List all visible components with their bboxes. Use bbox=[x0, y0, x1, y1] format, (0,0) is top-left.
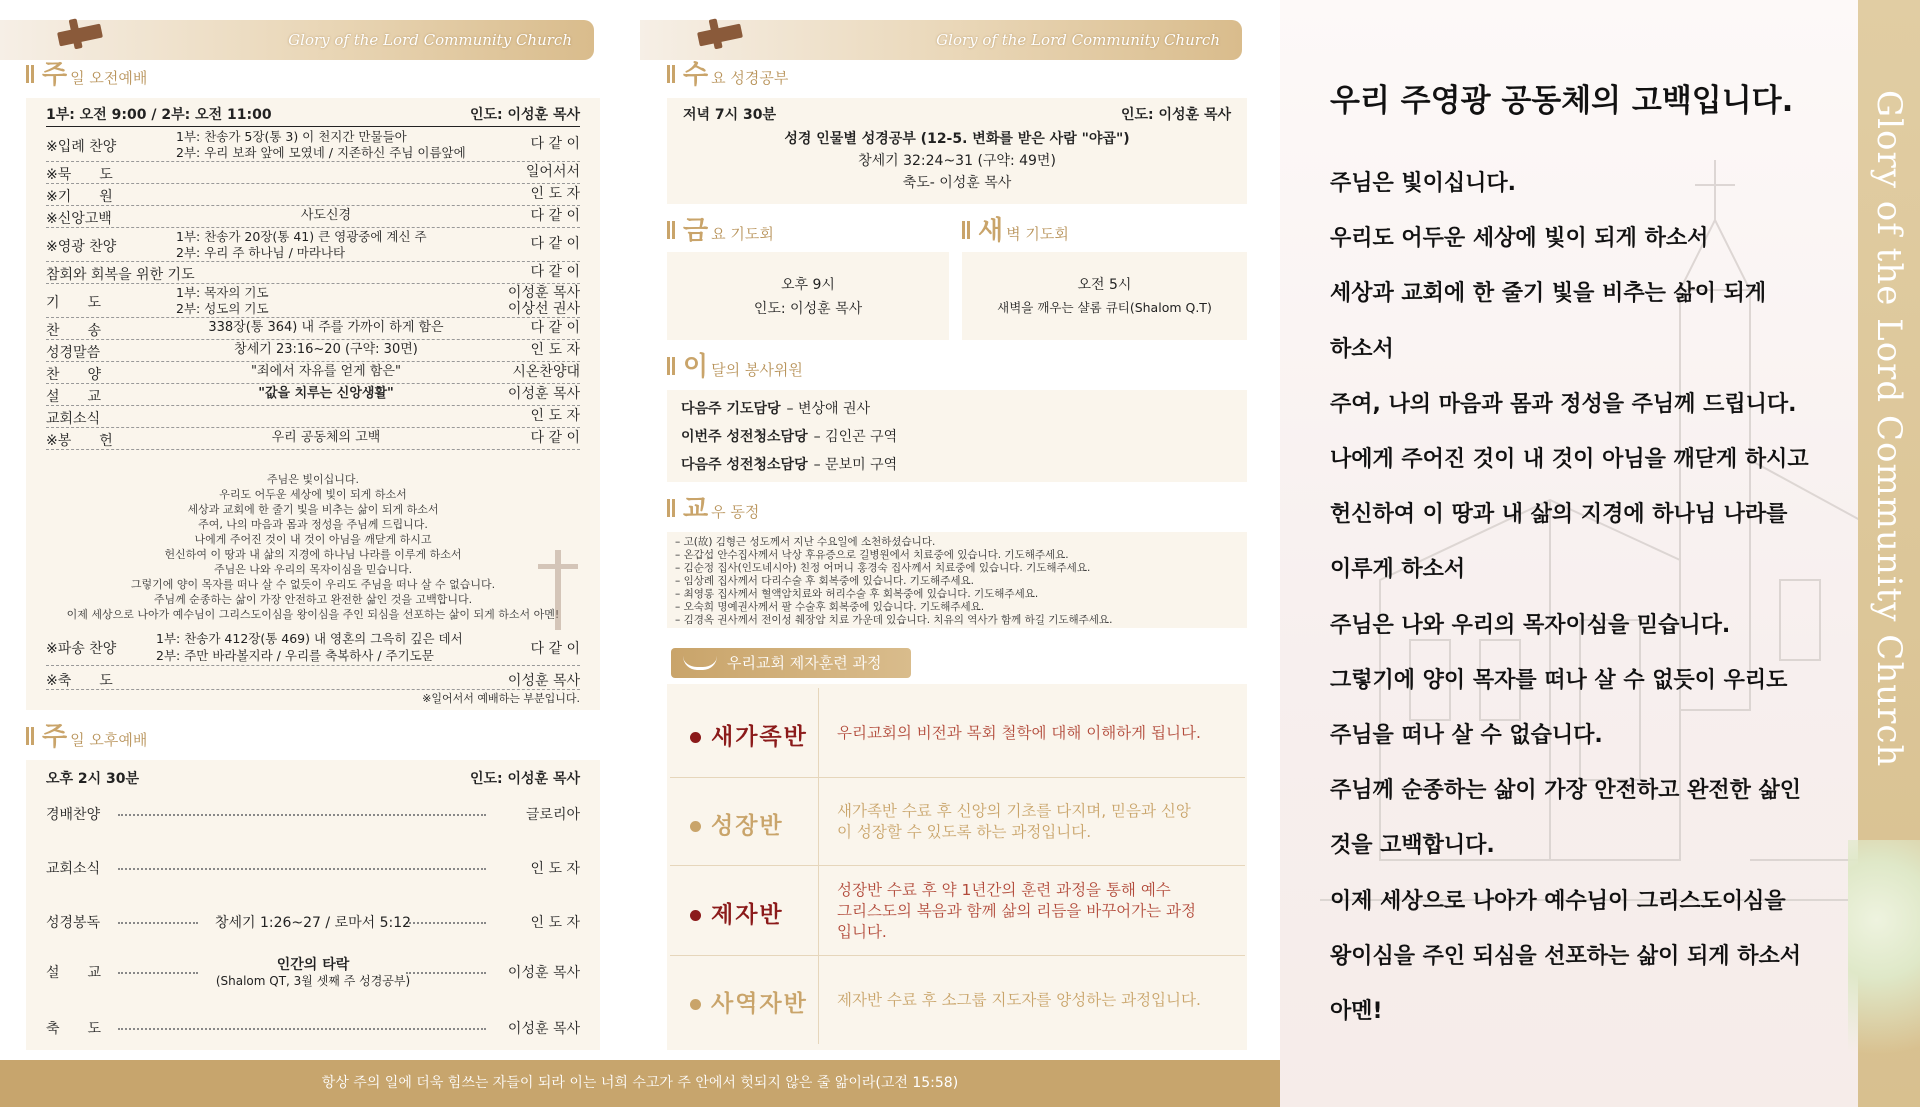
service-leader: 인도: 이성훈 목사 bbox=[1120, 107, 1231, 123]
footer-verse: 항상 주의 일에 더욱 힘쓰는 자들이 되라 이는 너희 수고가 주 안에서 헛되지 않은 줄 앎이라(고전 15:58) bbox=[321, 1075, 959, 1091]
item-who: 글로리아 bbox=[525, 807, 580, 823]
confession-line: 세상과 교회에 한 줄기 빛을 비추는 삶이 되게 bbox=[1330, 281, 1767, 307]
worship-item bbox=[46, 428, 580, 450]
item-content: 우리 공동체의 고백 bbox=[271, 430, 381, 445]
panel-sunday-services bbox=[0, 0, 640, 1060]
confession-small-line: 나에게 주어진 것이 내 것이 아님을 깨닫게 하시고 bbox=[194, 533, 432, 546]
item-label: 찬 송 bbox=[46, 323, 102, 339]
item-label: 교회소식 bbox=[46, 411, 101, 427]
item-content: "죄에서 자유를 얻게 함은" bbox=[251, 364, 401, 379]
volunteer-name: – 문보미 구역 bbox=[813, 457, 898, 473]
item-content: 사도신경 bbox=[300, 208, 352, 223]
header-banner-2 bbox=[640, 20, 1242, 60]
blessing-who: 이성훈 목사 bbox=[507, 673, 580, 689]
section-title-volunteers bbox=[667, 354, 803, 380]
confession-small-line: 주여, 나의 마음과 몸과 정성을 주님께 드립니다. bbox=[198, 518, 428, 531]
item-label: ※봉 헌 bbox=[46, 433, 113, 449]
confession-line: 헌신하여 이 땅과 내 삶의 지경에 하나님 나라를 bbox=[1330, 502, 1788, 528]
discipleship-row bbox=[670, 688, 1245, 778]
item-label: 교회소식 bbox=[46, 861, 101, 877]
item-label: 찬 양 bbox=[46, 367, 102, 383]
confession-line: 것을 고백합니다. bbox=[1330, 833, 1495, 859]
news-item: – 고(故) 김형근 성도께서 지난 수요일에 소천하셨습니다. bbox=[675, 536, 936, 548]
item-who: 이성훈 목사 이상선 권사 bbox=[507, 285, 580, 317]
banner-text: Glory of the Lord Community Church bbox=[288, 31, 572, 49]
item-who: 다 같 이 bbox=[530, 430, 580, 446]
course-name-wrap bbox=[690, 807, 784, 840]
item-middle-sub: (Shalom QT, 3월 셋째 주 성경공부) bbox=[215, 974, 411, 988]
boat-icon bbox=[683, 656, 717, 670]
service-time: 저녁 7시 30분 bbox=[683, 107, 777, 123]
item-who: 다 같 이 bbox=[530, 320, 580, 336]
head-small: 달의 봉사위원 bbox=[711, 361, 803, 379]
head-big: 주 bbox=[42, 60, 68, 90]
discipleship-title-tab bbox=[671, 648, 911, 678]
news-item: – 오숙희 명예권사께서 팔 수술후 회복중에 있습니다. 기도해주세요. bbox=[675, 601, 985, 613]
worship-item bbox=[46, 262, 580, 284]
confession-line: 나에게 주어진 것이 내 것이 아님을 깨닫게 하시고 bbox=[1330, 447, 1809, 472]
course-name: 새가족반 bbox=[711, 724, 808, 750]
worship-item bbox=[46, 206, 580, 228]
wednesday-box bbox=[667, 98, 1247, 204]
worship-item bbox=[46, 318, 580, 340]
discipleship-title: 우리교회 제자훈련 과정 bbox=[727, 654, 882, 672]
blessing-label: ※축 도 bbox=[46, 673, 113, 689]
section-title-sunday-morning bbox=[26, 62, 147, 88]
volunteer-row bbox=[681, 454, 897, 474]
item-who: 다 같 이 bbox=[530, 236, 580, 252]
confession-small-line: 세상과 교회에 한 줄기 빛을 비추는 삶이 되게 하소서 bbox=[187, 503, 439, 516]
course-name: 제자반 bbox=[711, 902, 784, 928]
item-label: 참회와 회복을 위한 기도 bbox=[46, 267, 195, 283]
item-label: 경배찬양 bbox=[46, 807, 101, 823]
course-name-wrap bbox=[690, 896, 784, 929]
afternoon-item bbox=[46, 1010, 580, 1044]
course-name: 사역자반 bbox=[711, 991, 808, 1017]
sending-who: 다 같 이 bbox=[530, 641, 580, 657]
volunteer-role: 다음주 기도담당 bbox=[681, 401, 781, 417]
course-desc: 우리교회의 비전과 목회 철학에 대해 이해하게 됩니다. bbox=[837, 723, 1201, 742]
head-small: 일 오후예배 bbox=[70, 731, 148, 749]
confession-small-line: 우리도 어두운 세상에 빛이 되게 하소서 bbox=[219, 488, 407, 501]
worship-item bbox=[46, 384, 580, 406]
sending-row bbox=[46, 628, 580, 666]
sending-content: 1부: 찬송가 412장(통 469) 내 영혼의 그윽히 깊은 데서 2부: 주만 바라볼지라 / 우리를 축복하사 / 주기도문 bbox=[156, 631, 463, 663]
course-desc: 새가족반 수료 후 신앙의 기초를 다지며, 믿음과 신앙 이 성장할 수 있도록 하는 과정입니다. bbox=[837, 802, 1191, 841]
bullet-icon bbox=[690, 999, 701, 1010]
worship-item bbox=[46, 184, 580, 206]
course-name-wrap bbox=[690, 985, 808, 1018]
confession-line: 이제 세상으로 나아가 예수님이 그리스도이심을 bbox=[1330, 888, 1786, 914]
course-name-wrap bbox=[690, 718, 808, 751]
item-content: 1부: 찬송가 20장(통 41) 큰 영광중에 계신 주 2부: 우리 주 하나님 / 마라나타 bbox=[176, 229, 427, 260]
discipleship-table bbox=[670, 688, 1245, 1048]
head-big: 새 bbox=[978, 216, 1004, 246]
section-title-sunday-afternoon bbox=[26, 724, 147, 750]
confession-line: 주님을 떠나 살 수 없습니다. bbox=[1330, 723, 1603, 748]
item-who: 이성훈 목사 bbox=[507, 1021, 580, 1037]
section-title-news bbox=[667, 496, 759, 522]
time-row bbox=[26, 104, 600, 124]
confession-line: 주님은 나와 우리의 목자이심을 믿습니다. bbox=[1330, 612, 1731, 638]
confession-line: 하소서 bbox=[1330, 336, 1394, 362]
sending-label: ※파송 찬양 bbox=[46, 641, 117, 657]
confession-small-line: 주님은 빛이십니다. bbox=[266, 473, 359, 486]
confession-small bbox=[46, 472, 580, 622]
blessing-row bbox=[46, 668, 580, 690]
worship-item bbox=[46, 362, 580, 384]
head-small: 요 성경공부 bbox=[711, 69, 789, 87]
item-who: 인 도 자 bbox=[530, 342, 580, 358]
worship-item bbox=[46, 128, 580, 162]
vertical-church-name: Glory of the Lord Community Church bbox=[1869, 90, 1909, 768]
worship-item bbox=[46, 162, 580, 184]
item-who: 일어서서 bbox=[525, 164, 580, 180]
item-who: 인 도 자 bbox=[530, 186, 580, 202]
item-who: 이성훈 목사 bbox=[507, 965, 580, 981]
friday-time: 오후 9시 bbox=[781, 277, 835, 293]
item-label: 기 도 bbox=[46, 295, 102, 311]
section-title-friday bbox=[667, 218, 774, 244]
afternoon-item bbox=[46, 796, 580, 830]
head-big: 수 bbox=[683, 60, 709, 90]
volunteers-box bbox=[667, 390, 1247, 482]
item-who: 다 같 이 bbox=[530, 208, 580, 224]
volunteer-row bbox=[681, 426, 897, 446]
item-content: 338장(통 364) 내 주를 가까이 하게 함은 bbox=[208, 320, 444, 335]
course-desc: 제자반 수료 후 소그룹 지도자를 양성하는 과정입니다. bbox=[837, 990, 1201, 1009]
cross-icon bbox=[57, 24, 103, 47]
bullet-icon bbox=[690, 910, 701, 921]
flower-decoration bbox=[1848, 840, 1920, 1107]
afternoon-item bbox=[46, 904, 580, 938]
discipleship-row bbox=[670, 956, 1245, 1044]
item-content: 창세기 23:16~20 (구약: 30면) bbox=[234, 342, 418, 357]
confession-line: 주님께 순종하는 삶이 가장 안전하고 완전한 삶인 bbox=[1330, 778, 1801, 804]
worship-item bbox=[46, 228, 580, 262]
item-label: 성경말씀 bbox=[46, 345, 101, 361]
item-label: 축 도 bbox=[46, 1021, 102, 1037]
confession-line: 주여, 나의 마음과 몸과 정성을 주님께 드립니다. bbox=[1330, 391, 1797, 417]
head-small: 벽 기도회 bbox=[1006, 225, 1069, 243]
item-who: 다 같 이 bbox=[530, 136, 580, 152]
volunteer-role: 다음주 성전청소담당 bbox=[681, 457, 808, 473]
service-time: 오후 2시 30분 bbox=[46, 771, 140, 787]
afternoon-item bbox=[46, 954, 580, 988]
head-small: 우 동정 bbox=[711, 503, 760, 521]
head-big: 이 bbox=[683, 352, 709, 382]
sunday-afternoon-box bbox=[26, 760, 600, 1050]
course-desc: 성장반 수료 후 약 1년간의 훈련 과정을 통해 예수 그리스도의 복음과 함께 삶의 리듬을 바꾸어가는 과정 입니다. bbox=[837, 880, 1196, 941]
bullet-icon bbox=[690, 732, 701, 743]
confession-line: 주님은 빛이십니다. bbox=[1330, 171, 1517, 196]
head-big: 주 bbox=[42, 722, 68, 752]
item-content: 1부: 목자의 기도 2부: 성도의 기도 bbox=[176, 285, 269, 316]
confession-line: 이루게 하소서 bbox=[1330, 557, 1466, 583]
news-box bbox=[667, 532, 1247, 628]
item-content: 1부: 찬송가 5장(통 3) 이 천지간 만물들아 2부: 우리 보좌 앞에 모였네 / 지존하신 주님 이름앞에 bbox=[176, 129, 466, 160]
news-item: – 김경옥 권사께서 전이성 췌장암 치료 가운데 있습니다. 치유의 역사가 함께 하길 기도해주세요. bbox=[675, 614, 1113, 626]
sunday-morning-box bbox=[26, 98, 600, 710]
confession-line: 우리도 어두운 세상에 빛이 되게 하소서 bbox=[1330, 226, 1709, 252]
study-passage: 창세기 32:24~31 (구약: 49면) bbox=[858, 153, 1056, 169]
confession-title: 우리 주영광 공동체의 고백입니다. bbox=[1330, 83, 1794, 119]
volunteer-name: – 김인곤 구역 bbox=[813, 429, 898, 445]
dawn-time: 오전 5시 bbox=[1077, 277, 1132, 293]
item-who: 인 도 자 bbox=[530, 915, 580, 931]
course-name: 성장반 bbox=[711, 813, 784, 839]
item-who: 이성훈 목사 bbox=[507, 386, 580, 402]
head-small: 일 오전예배 bbox=[70, 69, 148, 87]
header-banner bbox=[0, 20, 594, 60]
item-content: "값을 치루는 신앙생활" bbox=[258, 386, 394, 401]
friday-leader: 인도: 이성훈 목사 bbox=[753, 301, 863, 317]
confession-small-line: 그렇기에 양이 목자를 떠나 살 수 없듯이 우리도 주님을 떠나 살 수 없습니다. bbox=[130, 578, 496, 591]
crucifix-icon bbox=[538, 550, 578, 630]
news-item: – 최영롱 집사께서 혈액암치료와 허리수술 후 회복중에 있습니다. 기도해주세요. bbox=[675, 588, 1039, 600]
item-label: 설 교 bbox=[46, 389, 102, 405]
confession-line: 왕이심을 주인 되심을 선포하는 삶이 되게 하소서 bbox=[1330, 943, 1801, 969]
cross-icon bbox=[697, 24, 743, 47]
news-item: – 김순정 집사(인도네시아) 친정 어머니 홍경숙 집사께서 치료중에 있습니다. 기도해주세요. bbox=[675, 562, 1091, 574]
item-label: ※기 원 bbox=[46, 189, 113, 205]
worship-item bbox=[46, 406, 580, 428]
confession-small-line: 주님께 순종하는 삶이 가장 안전하고 완전한 삶인 것을 고백합니다. bbox=[153, 593, 473, 606]
confession-small-line: 주님은 나와 우리의 목자이심을 믿습니다. bbox=[213, 563, 413, 576]
footer-verse-bar bbox=[0, 1060, 1280, 1107]
section-title-wednesday bbox=[667, 62, 788, 88]
discipleship-row bbox=[670, 778, 1245, 866]
item-middle: 창세기 1:26~27 / 로마서 5:12 bbox=[214, 915, 412, 931]
news-item: – 임상례 집사께서 다리수술 후 회복중에 있습니다. 기도해주세요. bbox=[675, 575, 975, 587]
item-label: 성경봉독 bbox=[46, 915, 101, 931]
item-label: ※입례 찬양 bbox=[46, 139, 117, 155]
item-label: ※영광 찬양 bbox=[46, 239, 117, 255]
item-label: 설 교 bbox=[46, 965, 102, 981]
item-who: 다 같 이 bbox=[530, 264, 580, 280]
volunteer-role: 이번주 성전청소담당 bbox=[681, 429, 808, 445]
banner-text: Glory of the Lord Community Church bbox=[936, 31, 1220, 49]
discipleship-row bbox=[670, 866, 1245, 956]
dawn-desc: 새벽을 깨우는 샬롬 큐티(Shalom Q.T) bbox=[997, 300, 1212, 315]
service-leader: 인도: 이성훈 목사 bbox=[469, 771, 580, 787]
head-big: 금 bbox=[683, 216, 709, 246]
item-label: ※묵 도 bbox=[46, 167, 113, 183]
head-small: 요 기도회 bbox=[711, 225, 774, 243]
confession-line: 아멘! bbox=[1330, 999, 1383, 1024]
head-big: 교 bbox=[683, 494, 709, 524]
service-time: 1부: 오전 9:00 / 2부: 오전 11:00 bbox=[46, 107, 272, 123]
news-item: – 온갑섭 안수집사께서 낙상 후유증으로 길병원에서 치료중에 있습니다. 기도해주세요. bbox=[675, 549, 1069, 561]
confession-small-line: 헌신하여 이 땅과 내 삶의 지경에 하나님 나라를 이루게 하소서 bbox=[164, 548, 462, 561]
service-leader: 인도: 이성훈 목사 bbox=[469, 107, 580, 123]
confession-line: 그렇기에 양이 목자를 떠나 살 수 없듯이 우리도 bbox=[1330, 667, 1788, 693]
study-blessing: 축도- 이성훈 목사 bbox=[902, 175, 1012, 191]
dawn-box bbox=[962, 252, 1247, 340]
friday-box bbox=[667, 252, 949, 340]
worship-item bbox=[46, 340, 580, 362]
confession-small-line: 이제 세상으로 나아가 예수님이 그리스도이심을 왕이심을 주인 되심을 선포하는 삶이 되게 하소서 아멘! bbox=[66, 608, 560, 621]
afternoon-item bbox=[46, 850, 580, 884]
section-title-dawn bbox=[962, 218, 1069, 244]
item-who: 인 도 자 bbox=[530, 408, 580, 424]
item-who: 시온찬양대 bbox=[512, 364, 580, 380]
item-middle: 인간의 타락 bbox=[276, 957, 350, 973]
item-who: 인 도 자 bbox=[530, 861, 580, 877]
item-label: ※신앙고백 bbox=[46, 211, 112, 227]
worship-item bbox=[46, 284, 580, 318]
volunteer-row bbox=[681, 398, 870, 418]
bullet-icon bbox=[690, 821, 701, 832]
standing-note: ※일어서서 예배하는 부분입니다. bbox=[422, 692, 580, 705]
volunteer-name: – 변상애 권사 bbox=[786, 401, 871, 417]
study-title: 성경 인물별 성경공부 (12-5. 변화를 받은 사람 "야곱") bbox=[784, 131, 1130, 147]
